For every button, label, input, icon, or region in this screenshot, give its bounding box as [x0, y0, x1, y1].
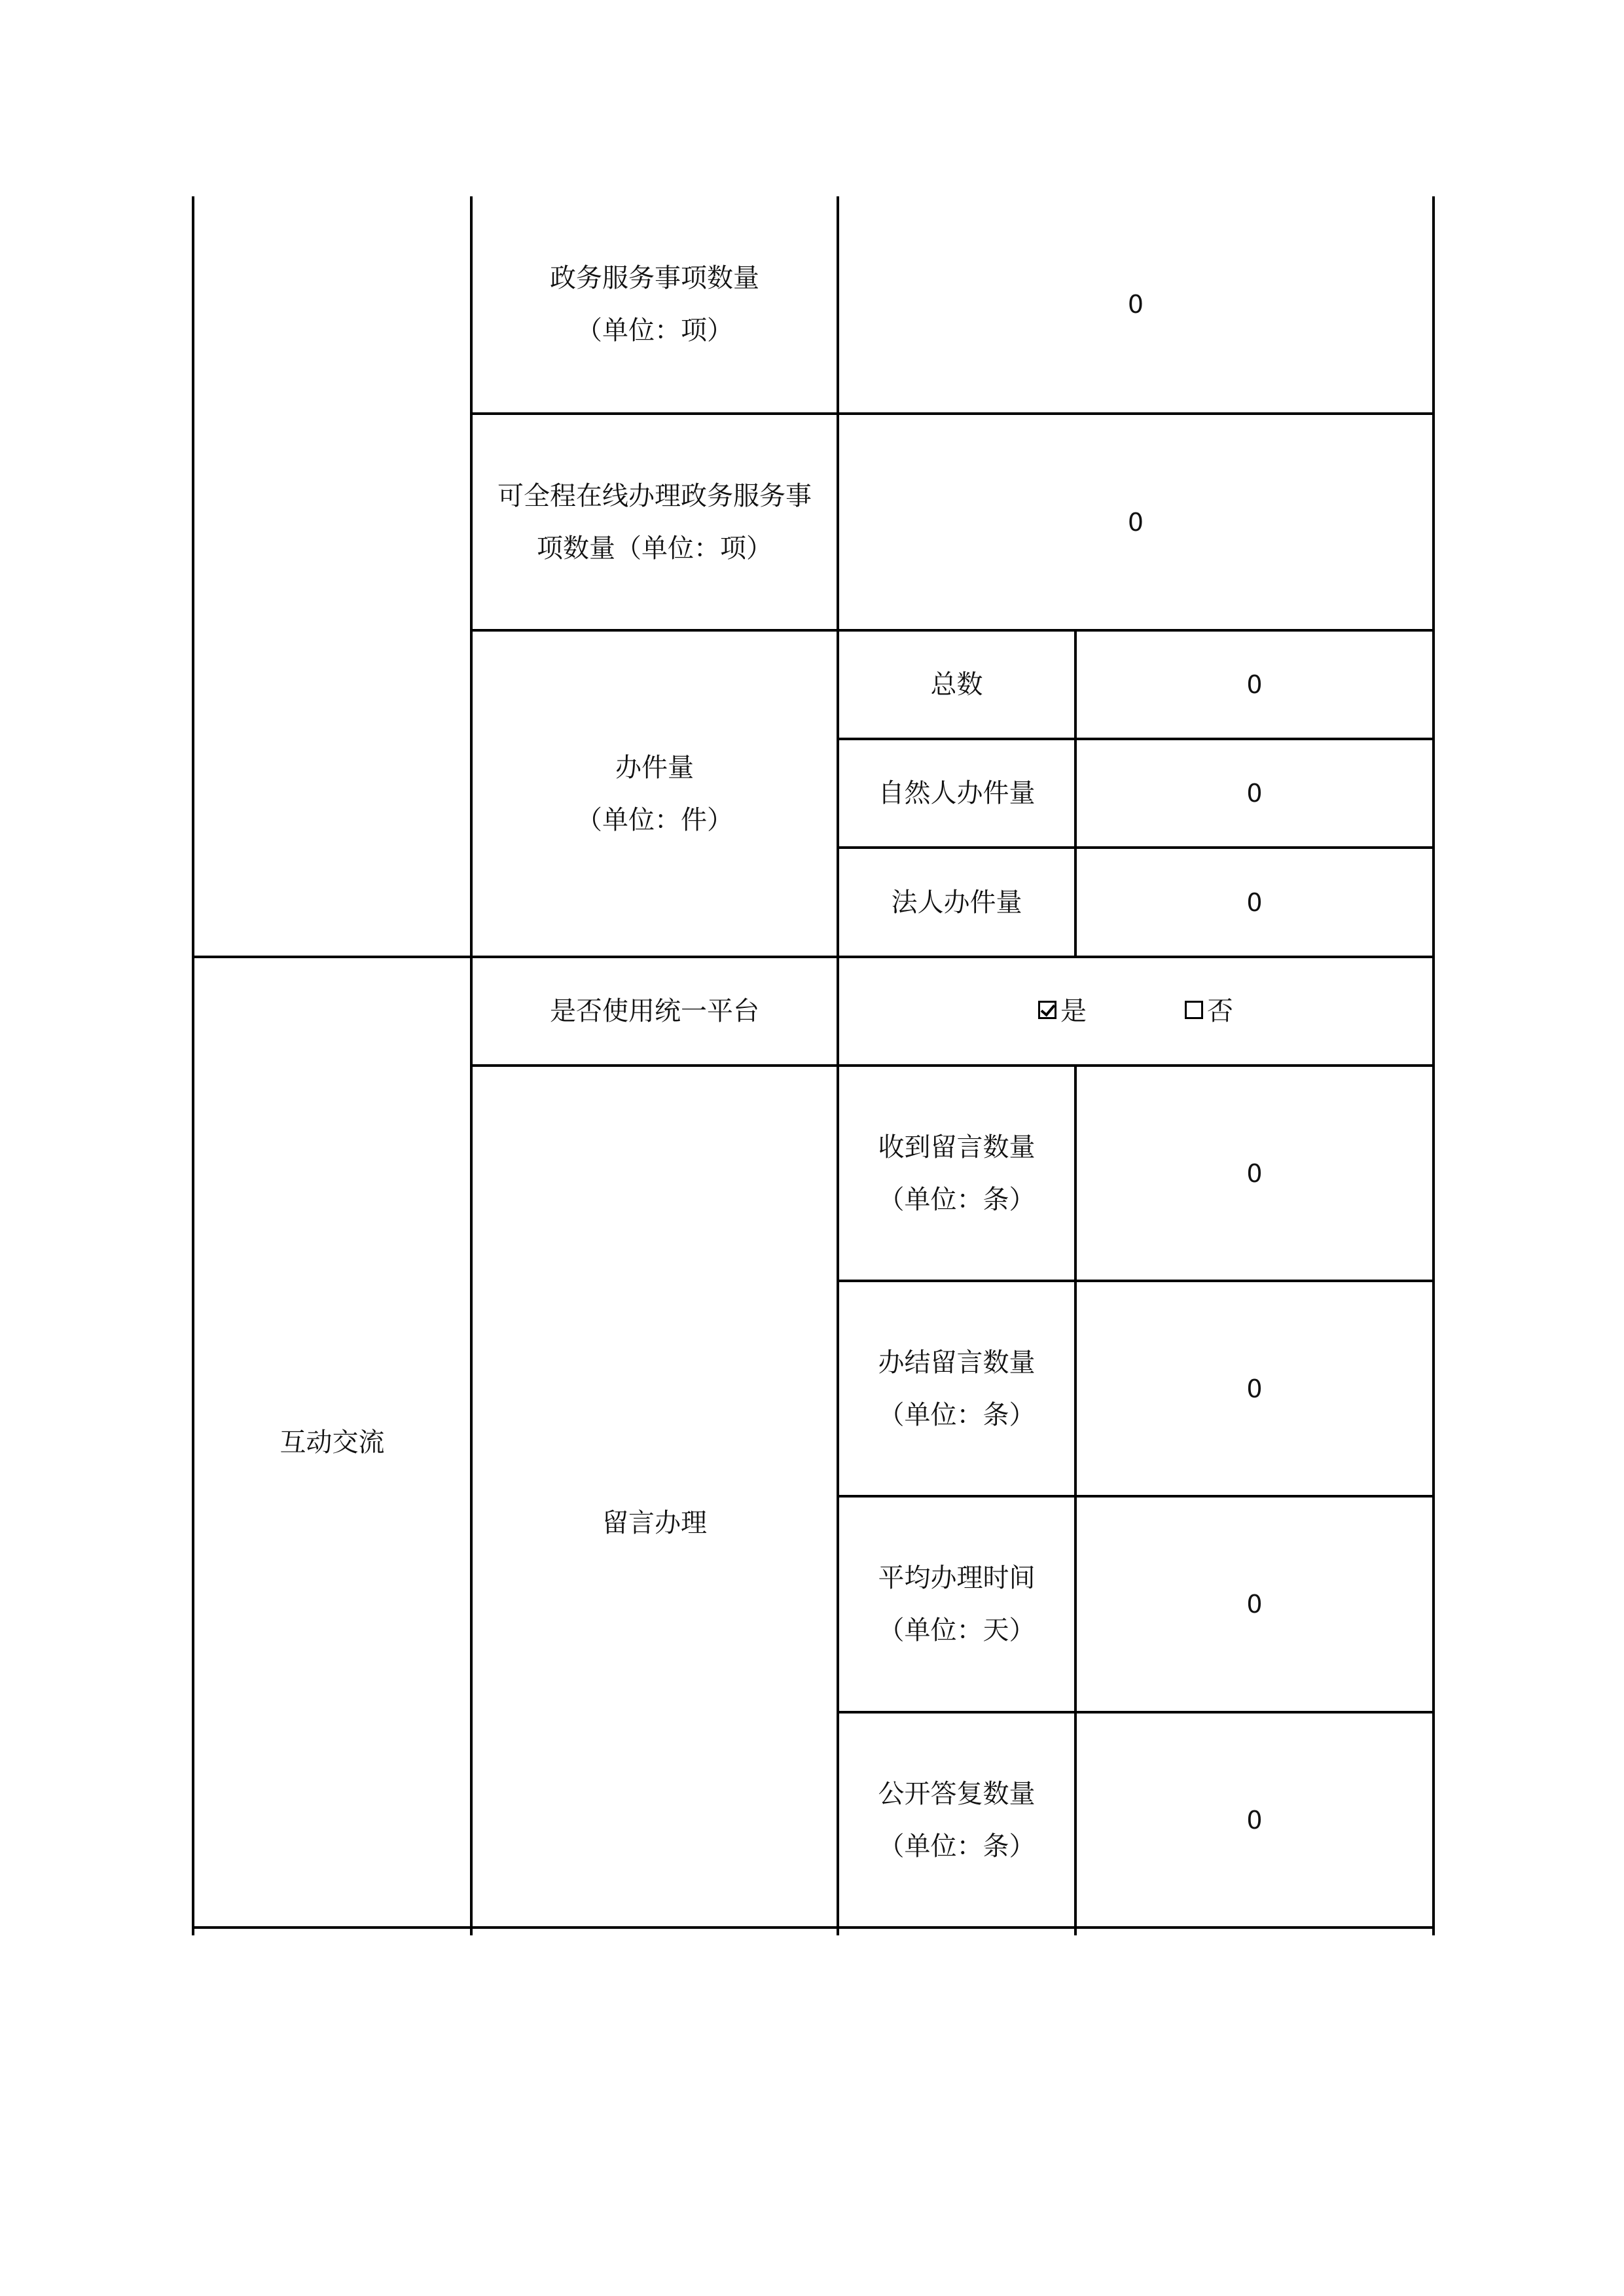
completed-messages-value: 0: [1246, 1374, 1263, 1403]
checked-box-icon: [1038, 1001, 1056, 1019]
unit-line: （单位：件）: [576, 804, 733, 835]
received-messages-value: 0: [1246, 1158, 1263, 1188]
online-items-count-value: 0: [1127, 507, 1144, 537]
unit-line: （单位：条）: [878, 1399, 1036, 1430]
interaction-section-title: 互动交流: [280, 1427, 385, 1458]
received-messages-label: [839, 1067, 1074, 1280]
average-handling-time-label: [839, 1498, 1074, 1711]
empty-box-icon: [1185, 1001, 1203, 1019]
legal-person-cases-label: 法人办件量: [891, 887, 1022, 918]
unified-platform-options: [839, 958, 1432, 1064]
yes-label: 是: [1060, 996, 1087, 1026]
case-volume-label: [473, 632, 837, 956]
case-total-label: 总数: [930, 670, 983, 700]
label-line: 收到留言数量: [878, 1132, 1036, 1162]
public-replies-value: 0: [1246, 1805, 1263, 1835]
service-items-count-label: [473, 196, 837, 412]
natural-person-cases-value: 0: [1246, 779, 1263, 808]
unified-platform-label: 是否使用统一平台: [550, 996, 759, 1026]
platform-yes-option[interactable]: [1038, 998, 1087, 1024]
natural-person-cases-label: 自然人办件量: [878, 778, 1036, 808]
legal-person-cases-value: 0: [1246, 888, 1263, 917]
table-border-bottom: [192, 1926, 1435, 1929]
label-line: 平均办理时间: [878, 1563, 1036, 1593]
case-total-value: 0: [1246, 670, 1263, 699]
no-label: 否: [1207, 996, 1233, 1026]
unit-line: （单位：条）: [878, 1184, 1036, 1215]
label-line: 办件量: [615, 752, 694, 783]
completed-messages-label: [839, 1282, 1074, 1495]
online-items-count-label: [473, 415, 837, 629]
label-line: 办结留言数量: [878, 1347, 1036, 1378]
service-items-count-value: 0: [1127, 290, 1144, 319]
unit-line: （单位：项）: [576, 315, 733, 346]
label-line: 政务服务事项数量: [550, 263, 759, 293]
unit-line: 项数量（单位：项）: [537, 533, 772, 564]
label-line: 公开答复数量: [878, 1778, 1036, 1809]
label-line: 可全程在线办理政务服务事: [497, 480, 812, 511]
unit-line: （单位：条）: [878, 1831, 1036, 1861]
unit-line: （单位：天）: [878, 1615, 1036, 1645]
platform-no-option[interactable]: [1185, 998, 1233, 1024]
public-replies-label: [839, 1713, 1074, 1926]
average-handling-time-value: 0: [1246, 1590, 1263, 1619]
message-handling-label: 留言办理: [602, 1507, 707, 1538]
